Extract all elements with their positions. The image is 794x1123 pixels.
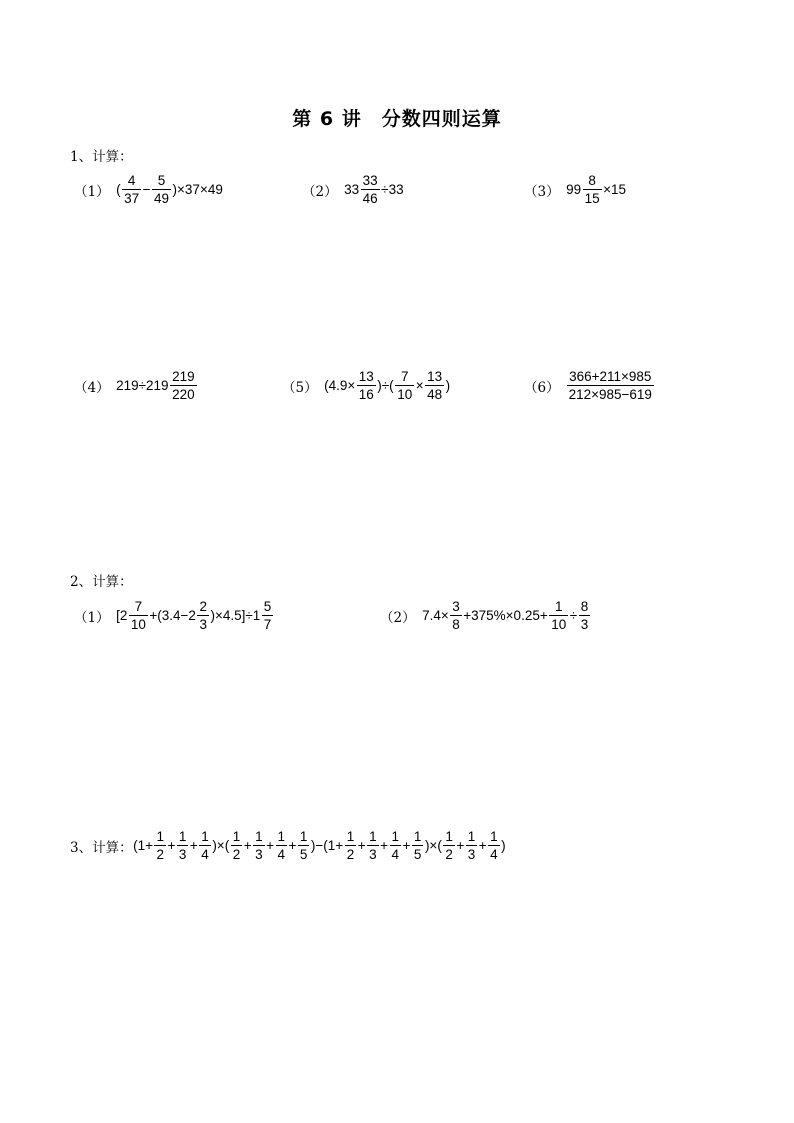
numerator: 3: [452, 599, 460, 614]
section-label-2: 2、计算：: [70, 574, 133, 590]
fraction: [579, 598, 591, 633]
page-title: 第 6 讲 分数四则运算: [292, 108, 502, 130]
expression: [324, 368, 451, 403]
denominator: 2: [346, 847, 355, 862]
numerator: 1: [346, 829, 355, 844]
expression-text: [2: [116, 608, 128, 623]
fraction: [199, 828, 211, 863]
denominator: 4: [490, 847, 498, 862]
numerator: 1: [490, 829, 498, 844]
numerator: 1: [467, 829, 476, 844]
numerator: 1: [554, 599, 563, 614]
expression-text: +: [380, 838, 389, 853]
fraction: [450, 598, 462, 633]
expression-text: ): [445, 378, 451, 393]
problem-number: （5）: [282, 379, 318, 396]
expression-text: +: [288, 838, 297, 853]
expression: [566, 172, 627, 207]
fraction: [488, 828, 500, 863]
problem-1-1: [74, 172, 223, 207]
expression-text: 33: [344, 182, 360, 197]
denominator: 5: [413, 847, 422, 862]
problem-number: （2）: [380, 609, 416, 626]
denominator: 3: [369, 847, 377, 862]
denominator: 10: [551, 617, 567, 632]
numerator: 1: [277, 829, 286, 844]
numerator: 1: [232, 829, 241, 844]
fraction: [361, 172, 380, 207]
denominator: 3: [467, 847, 476, 862]
problem-1-4: [74, 368, 198, 403]
denominator: 212×985−619: [568, 387, 652, 402]
expression-text: (: [116, 182, 121, 197]
fraction: [390, 828, 402, 863]
fraction: [129, 598, 148, 633]
problem-1-2: [302, 172, 404, 207]
numerator: 219: [172, 369, 195, 384]
fraction: [425, 368, 444, 403]
denominator: 4: [277, 847, 286, 862]
numerator: 1: [201, 829, 209, 844]
denominator: 220: [172, 387, 195, 402]
expression-text: )−(1+: [310, 838, 344, 853]
fraction: [567, 368, 654, 403]
expression-text: )×(: [212, 838, 230, 853]
expression: [344, 172, 405, 207]
numerator: 13: [427, 369, 443, 384]
problem-number: （3）: [524, 183, 560, 200]
denominator: 7: [263, 617, 272, 632]
denominator: 4: [201, 847, 209, 862]
denominator: 48: [427, 387, 443, 402]
fraction: [367, 828, 379, 863]
expression-text: (1+: [133, 838, 153, 853]
fraction: [197, 598, 209, 633]
fraction: [253, 828, 265, 863]
problem-number: （4）: [74, 379, 110, 396]
denominator: 3: [199, 617, 207, 632]
denominator: 10: [130, 617, 146, 632]
denominator: 5: [299, 847, 308, 862]
expression-text: ): [501, 838, 506, 853]
problem-1-3: [524, 172, 627, 207]
fraction: [395, 368, 414, 403]
problem-3: [70, 828, 506, 863]
denominator: 2: [445, 847, 453, 862]
fraction: [152, 172, 171, 207]
numerator: 7: [400, 369, 409, 384]
numerator: 5: [263, 599, 272, 614]
expression-text: ÷33: [381, 182, 404, 197]
expression-text: )÷(: [377, 378, 394, 393]
expression-text: )×(: [424, 838, 442, 853]
expression-text: 219÷219: [116, 378, 169, 393]
expression: [566, 368, 655, 403]
expression-text: −: [142, 182, 151, 197]
fraction: [549, 598, 568, 633]
fraction: [276, 828, 288, 863]
expression-text: +: [478, 838, 487, 853]
numerator: 2: [199, 599, 207, 614]
numerator: 1: [369, 829, 377, 844]
problem-number: （2）: [302, 183, 338, 200]
numerator: 366+211×985: [569, 369, 652, 384]
problem-2-1: [74, 598, 274, 633]
expression: [116, 172, 224, 207]
expression: [116, 598, 275, 633]
numerator: 4: [127, 173, 136, 188]
numerator: 1: [156, 829, 164, 844]
numerator: 1: [299, 829, 308, 844]
expression-text: 7.4×: [422, 608, 449, 623]
section-label-3: 3、计算：: [70, 839, 133, 856]
numerator: 1: [255, 829, 263, 844]
fraction: [357, 368, 376, 403]
section-label-1: 1、计算：: [70, 149, 133, 165]
expression-text: )×4.5]÷1: [210, 608, 261, 623]
fraction: [170, 368, 197, 403]
expression-text: ×15: [603, 182, 627, 197]
expression-text: 99: [566, 182, 582, 197]
denominator: 37: [124, 191, 140, 206]
expression-text: ×: [415, 378, 424, 393]
numerator: 33: [362, 173, 378, 188]
numerator: 1: [413, 829, 422, 844]
numerator: 1: [391, 829, 400, 844]
numerator: 1: [445, 829, 453, 844]
expression-text: +: [402, 838, 411, 853]
denominator: 3: [178, 847, 187, 862]
fraction: [122, 172, 141, 207]
denominator: 46: [362, 191, 378, 206]
fraction: [262, 598, 274, 633]
expression-text: (4.9×: [324, 378, 356, 393]
expression-text: +: [266, 838, 274, 853]
problem-2-2: [380, 598, 591, 633]
expression-text: )×37×49: [172, 182, 223, 197]
numerator: 5: [157, 173, 166, 188]
problem-number: （6）: [524, 379, 560, 396]
fraction: [443, 828, 455, 863]
fraction: [583, 172, 602, 207]
problem-1-6: [524, 368, 655, 403]
expression-text: +: [357, 838, 366, 853]
fraction: [231, 828, 243, 863]
expression: [422, 598, 592, 633]
numerator: 1: [178, 829, 187, 844]
denominator: 8: [452, 617, 460, 632]
denominator: 3: [255, 847, 263, 862]
numerator: 8: [580, 599, 589, 614]
numerator: 8: [588, 173, 596, 188]
denominator: 3: [580, 617, 589, 632]
expression: [116, 368, 198, 403]
expression-text: +375%×0.25+: [463, 608, 548, 623]
denominator: 4: [391, 847, 400, 862]
problem-number: （1）: [74, 183, 110, 200]
numerator: 13: [358, 369, 374, 384]
denominator: 16: [358, 387, 374, 402]
fraction: [466, 828, 478, 863]
expression-text: +: [189, 838, 198, 853]
problem-number: （1）: [74, 609, 110, 626]
denominator: 49: [154, 191, 170, 206]
expression-text: +: [167, 838, 176, 853]
expression: [133, 828, 507, 863]
denominator: 15: [584, 191, 600, 206]
expression-text: +: [243, 838, 252, 853]
fraction: [345, 828, 357, 863]
denominator: 2: [156, 847, 164, 862]
fraction: [177, 828, 189, 863]
problem-1-5: [282, 368, 451, 403]
fraction: [154, 828, 166, 863]
numerator: 7: [134, 599, 143, 614]
expression-text: +: [456, 838, 465, 853]
fraction: [412, 828, 424, 863]
expression-text: ÷: [569, 608, 578, 623]
denominator: 2: [232, 847, 241, 862]
denominator: 10: [397, 387, 413, 402]
expression-text: +(3.4−2: [149, 608, 196, 623]
fraction: [298, 828, 310, 863]
